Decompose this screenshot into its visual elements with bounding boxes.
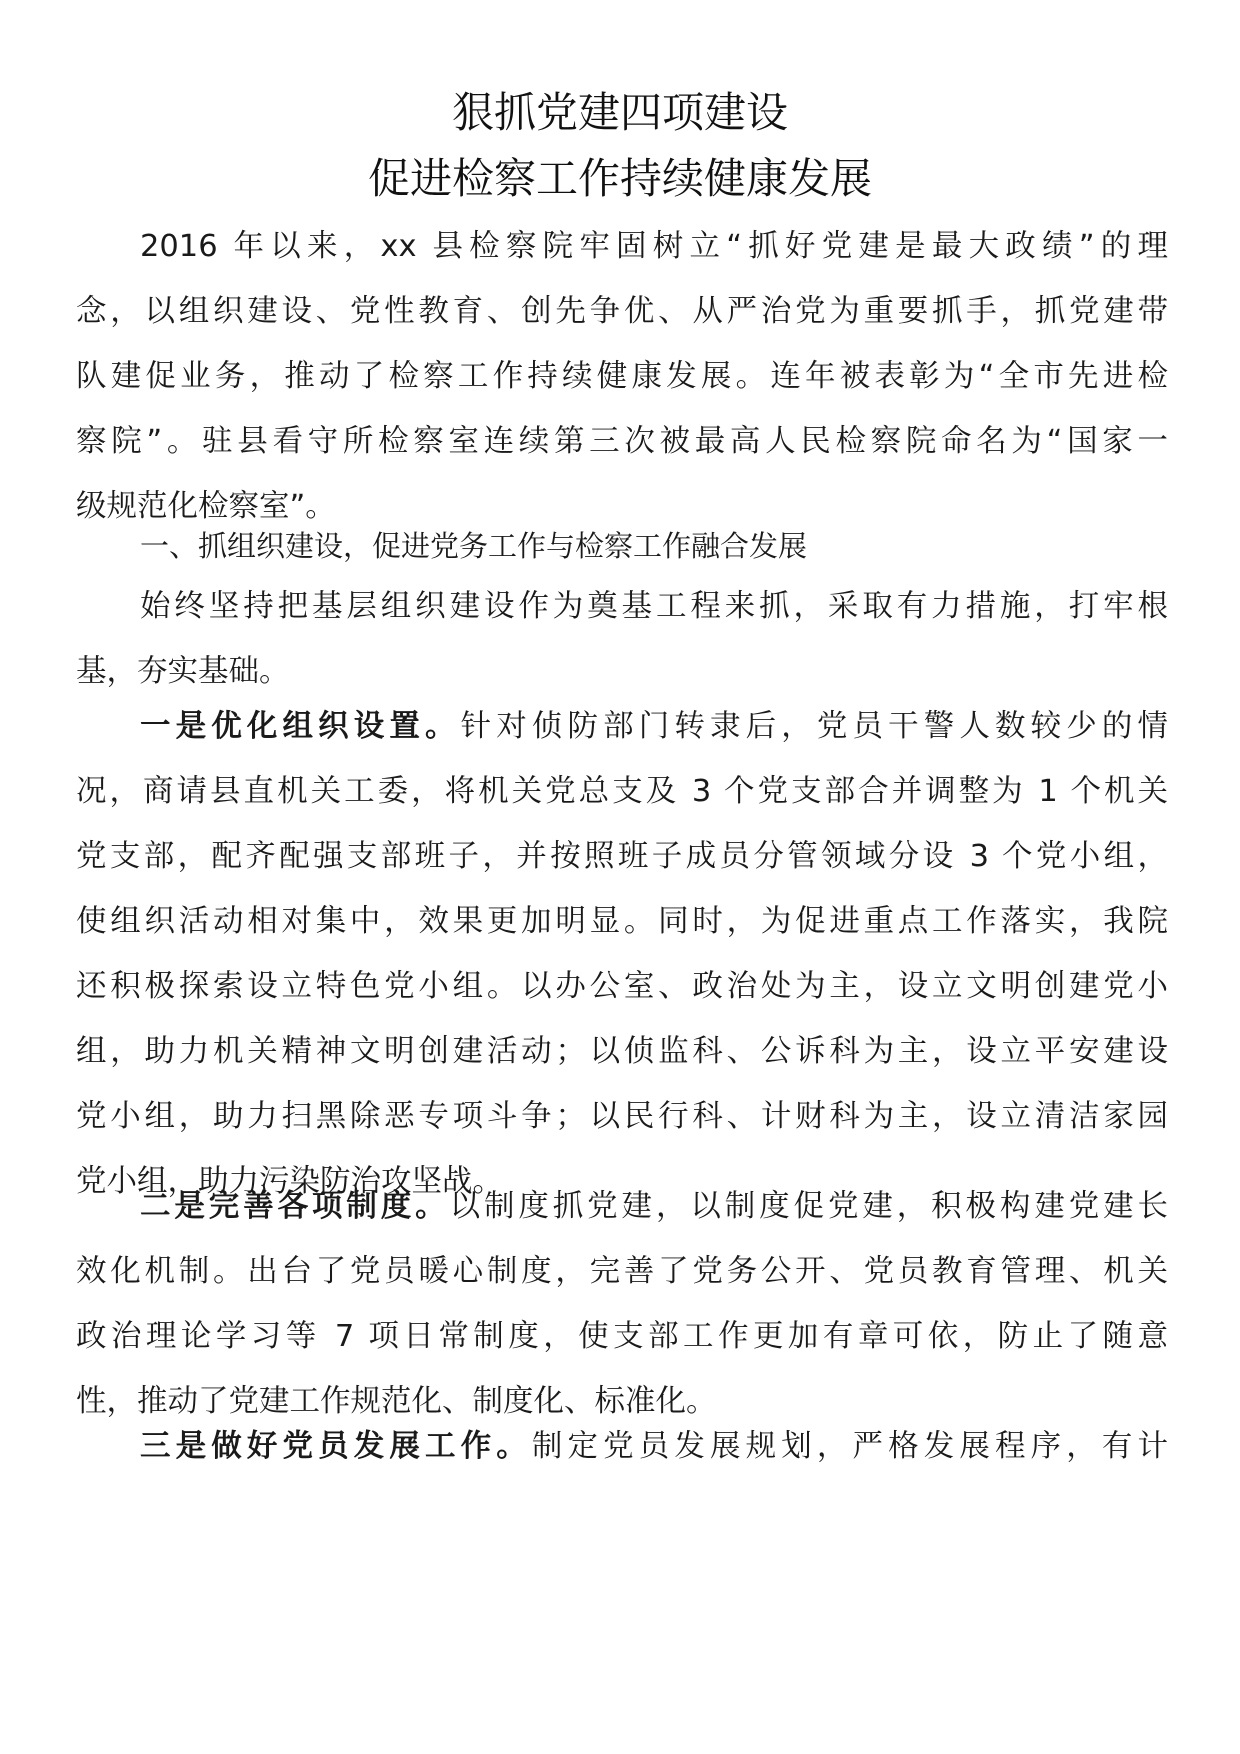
paragraph-member-development — [76, 1414, 1168, 1479]
paragraph-line: 还积极探索设立特色党小组。以办公室、政治处为主，设立文明创建党小 — [76, 969, 1168, 1004]
paragraph-line — [76, 1414, 1168, 1479]
paragraph-line: 察院”。驻县看守所检察室连续第三次被最高人民检察院命名为“国家一 — [76, 424, 1168, 459]
paragraph-line: 性，推动了党建工作规范化、制度化、标准化。 — [76, 1384, 717, 1419]
paragraph-line: 党支部，配齐配强支部班子，并按照班子成员分管领域分设 3 个党小组， — [76, 839, 1168, 874]
paragraph-line: 基，夯实基础。 — [76, 654, 290, 689]
section-heading-1 — [76, 514, 1168, 579]
paragraph-foundation — [76, 574, 1168, 704]
paragraph-line-rest: 以制度抓党建，以制度促党建，积极构建党建长 — [449, 1189, 1168, 1224]
paragraph-line: 2016 年以来，xx 县检察院牢固树立“抓好党建是最大政绩”的理 — [140, 229, 1168, 264]
bold-lead-text: 三是做好党员发展工作。 — [140, 1429, 532, 1464]
paragraph-line: 始终坚持把基层组织建设作为奠基工程来抓，采取有力措施，打牢根 — [140, 589, 1168, 624]
paragraph-line: 使组织活动相对集中，效果更加明显。同时，为促进重点工作落实，我院 — [76, 904, 1168, 939]
paragraph-intro — [76, 214, 1168, 539]
paragraph-line: 党小组，助力扫黑除恶专项斗争；以民行科、计财科为主，设立清洁家园 — [76, 1099, 1168, 1134]
document-title-line-1: 狠抓党建四项建设 — [451, 88, 788, 137]
paragraph-line: 效化机制。出台了党员暖心制度，完善了党务公开、党员教育管理、机关 — [76, 1254, 1168, 1289]
bold-lead-text: 一是优化组织设置。 — [140, 709, 461, 744]
paragraph-line — [76, 1174, 1168, 1239]
paragraph-line: 政治理论学习等 7 项日常制度，使支部工作更加有章可依，防止了随意 — [76, 1319, 1168, 1354]
paragraph-line — [76, 694, 1168, 759]
paragraph-line: 况，商请县直机关工委，将机关党总支及 3 个党支部合并调整为 1 个机关 — [76, 774, 1168, 809]
section-heading-text: 一、抓组织建设，促进党务工作与检察工作融合发展 — [140, 529, 808, 563]
paragraph-optimize-organization — [76, 694, 1168, 1214]
paragraph-line: 队建促业务，推动了检察工作持续健康发展。连年被表彰为“全市先进检 — [76, 359, 1168, 394]
paragraph-line: 级规范化检察室”。 — [76, 489, 336, 524]
paragraph-line-rest: 针对侦防部门转隶后，党员干警人数较少的情 — [460, 709, 1168, 744]
bold-lead-text: 二是完善各项制度。 — [140, 1189, 450, 1224]
paragraph-improve-systems — [76, 1174, 1168, 1434]
paragraph-line: 组，助力机关精神文明创建活动；以侦监科、公诉科为主，设立平安建设 — [76, 1034, 1168, 1069]
paragraph-line: 念，以组织建设、党性教育、创先争优、从严治党为重要抓手，抓党建带 — [76, 294, 1168, 329]
paragraph-line-rest: 制定党员发展规划，严格发展程序，有计 — [531, 1429, 1168, 1464]
document-title-line-2: 促进检察工作持续健康发展 — [367, 154, 872, 203]
paragraph-line: 党小组，助力污染防治攻坚战。 — [76, 1164, 503, 1199]
